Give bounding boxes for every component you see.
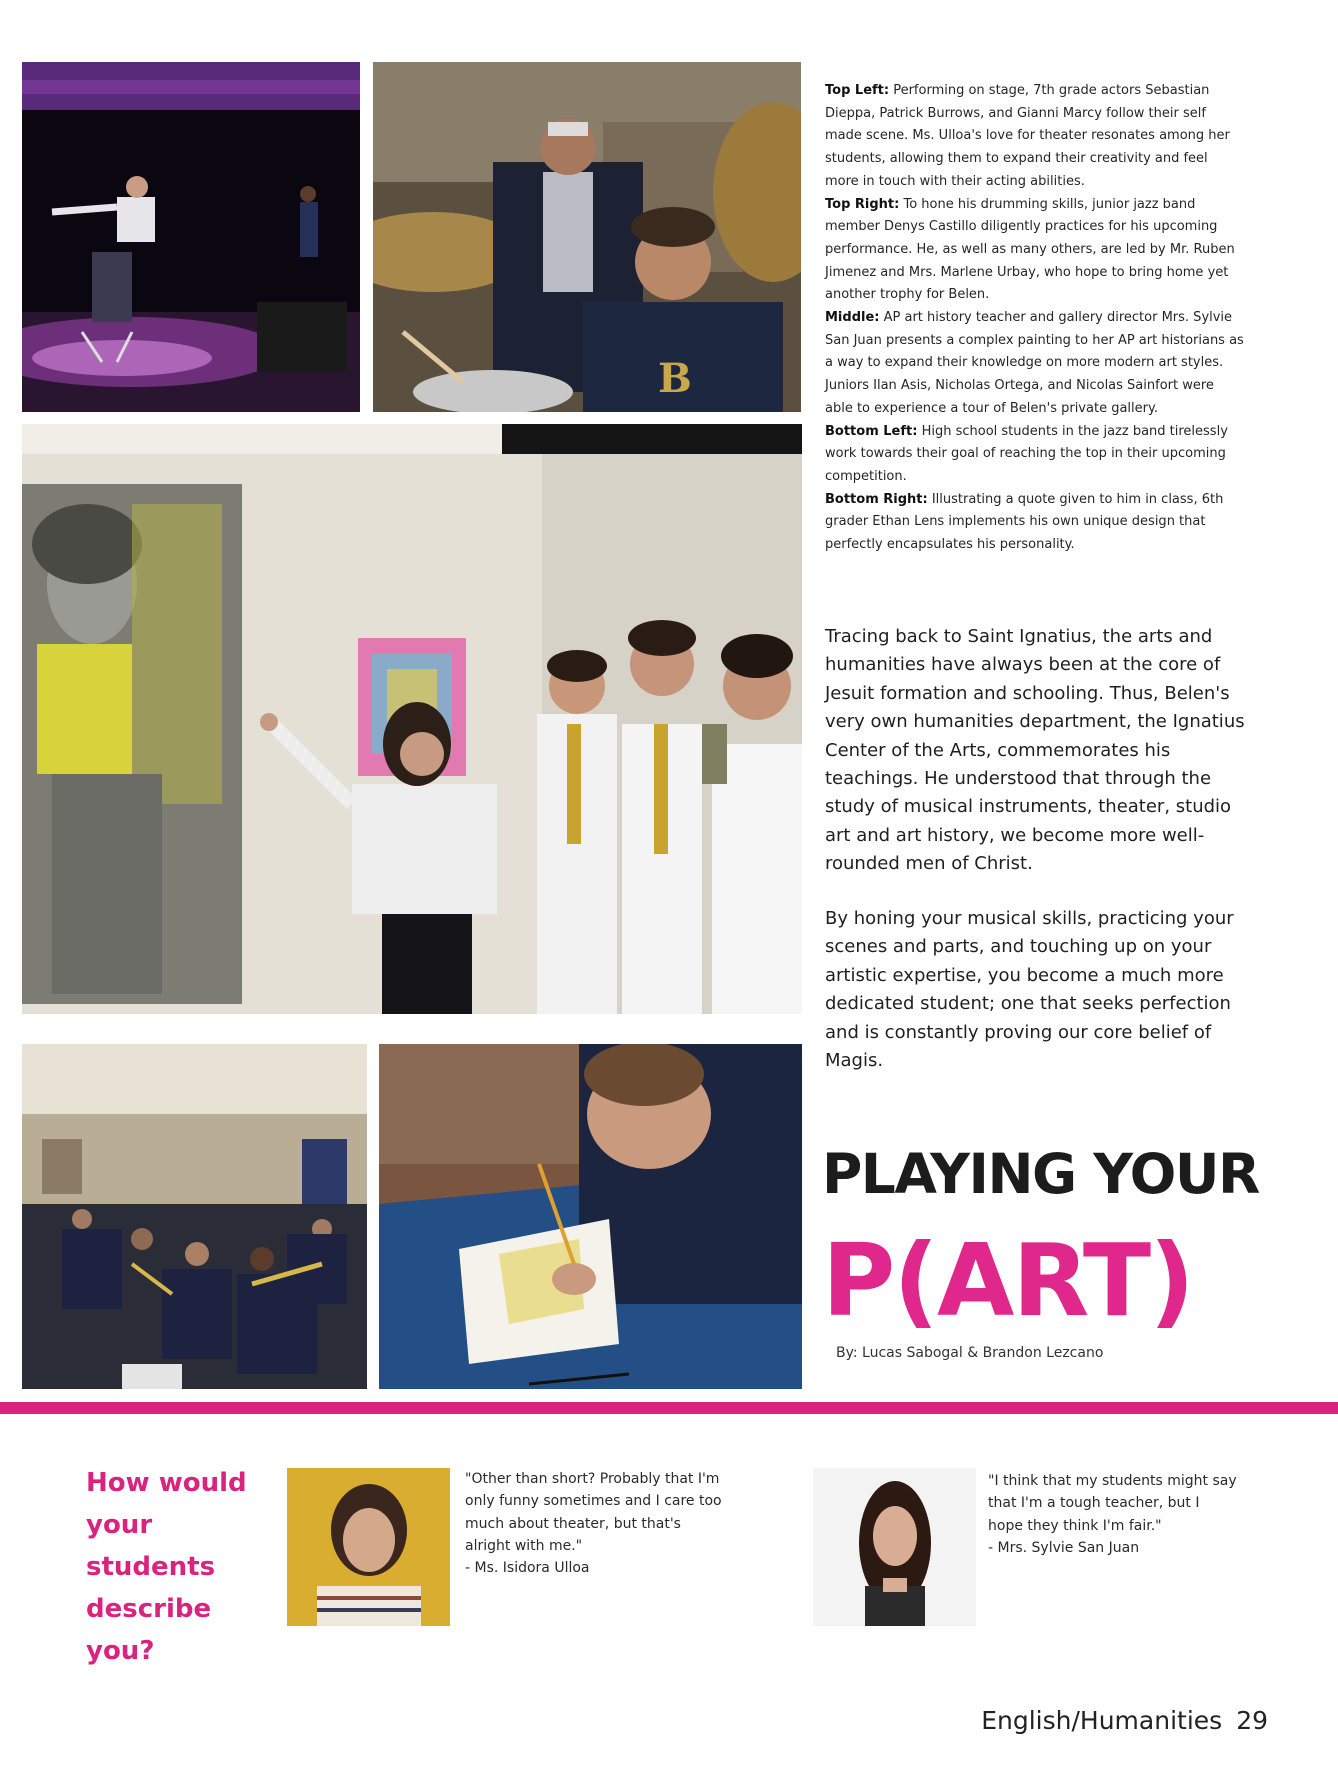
quote-san-juan xyxy=(988,1470,1238,1559)
caption-label: Middle: xyxy=(825,310,880,326)
portrait-isidora-ulloa xyxy=(287,1468,450,1626)
paragraph-text: Tracing back to Saint Ignatius, the arts and humanities have always been at the core of Jesuit formation and schooling. Thus, Belen's very own humanities department, the Ignatius Center of the Arts, commemorates his teachings. He understood that through the study of musical instruments, theater, studio art and art history, we become more well-rounded men of Christ. xyxy=(825,626,1245,875)
quote-attribution: - Ms. Isidora Ulloa xyxy=(465,1560,590,1577)
quote-attribution: - Mrs. Sylvie San Juan xyxy=(988,1539,1140,1556)
photo-student-drawing xyxy=(379,1044,802,1389)
photo-art-gallery xyxy=(22,424,802,1014)
quote-text: "Other than short? Probably that I'm only funny sometimes and I care too much about theater, but that's alright with me." xyxy=(465,1471,722,1554)
page-number: 29 xyxy=(1236,1706,1268,1735)
page-footer xyxy=(981,1706,1268,1735)
caption-bottom-left xyxy=(825,421,1245,489)
caption-text: AP art history teacher and gallery director Mrs. Sylvie San Juan presents a complex painting to her AP art historians as a way to expand their knowledge on more modern art styles. Juniors Ilan Asis, Nicholas Ortega, and Nicolas Sainfort were able to experience a tour of Belen's private gallery. xyxy=(825,310,1244,416)
photo-jazz-drummer xyxy=(373,62,801,412)
portrait-sylvie-san-juan xyxy=(813,1468,976,1626)
caption-text: High school students in the jazz band tirelessly work towards their goal of reaching the top in their upcoming competition. xyxy=(825,423,1228,484)
quote-ulloa xyxy=(465,1468,725,1579)
caption-top-left xyxy=(825,80,1245,194)
headline-line-2: P(ART) xyxy=(822,1222,1193,1339)
caption-label: Bottom Left: xyxy=(825,423,918,439)
headline-line-1: PLAYING YOUR xyxy=(822,1142,1259,1206)
section-name: English/Humanities xyxy=(981,1706,1223,1735)
section-divider xyxy=(0,1402,1338,1414)
sidebar-question: How would your students describe you? xyxy=(86,1468,247,1666)
caption-label: Top Right: xyxy=(825,196,900,212)
article-paragraph-1 xyxy=(825,623,1255,879)
photo-jazz-band xyxy=(22,1044,367,1389)
caption-text: Performing on stage, 7th grade actors Sebastian Dieppa, Patrick Burrows, and Gianni Marcy follow their self made scene. Ms. Ulloa's love for theater resonates among her students, allowing them to expand their creativity and feel more in touch with their acting abilities. xyxy=(825,83,1230,189)
caption-middle xyxy=(825,307,1245,421)
svg-text:B: B xyxy=(658,355,692,402)
paragraph-text: By honing your musical skills, practicing your scenes and parts, and touching up on your artistic expertise, you become a much more dedicated student; one that seeks perfection and is constantly proving our core belief of Magis. xyxy=(825,908,1234,1072)
caption-label: Bottom Right: xyxy=(825,491,928,507)
photo-captions xyxy=(825,80,1245,557)
photo-theater-stage xyxy=(22,62,360,412)
caption-text: To hone his drumming skills, junior jazz band member Denys Castillo diligently practices for his upcoming performance. He, as well as many others, are led by Mr. Ruben Jimenez and Mrs. Marlene Urbay, who hope to bring home yet another trophy for Belen. xyxy=(825,196,1235,303)
caption-top-right xyxy=(825,194,1245,308)
article-paragraph-2 xyxy=(825,905,1255,1075)
caption-text: Illustrating a quote given to him in class, 6th grader Ethan Lens implements his own unique design that perfectly encapsulates his personality. xyxy=(825,491,1224,553)
caption-label: Top Left: xyxy=(825,83,890,98)
caption-bottom-right xyxy=(825,489,1245,557)
byline: By: Lucas Sabogal & Brandon Lezcano xyxy=(836,1345,1104,1361)
quote-text: "I think that my students might say that I'm a tough teacher, but I hope they think I'm fair." xyxy=(988,1473,1237,1534)
